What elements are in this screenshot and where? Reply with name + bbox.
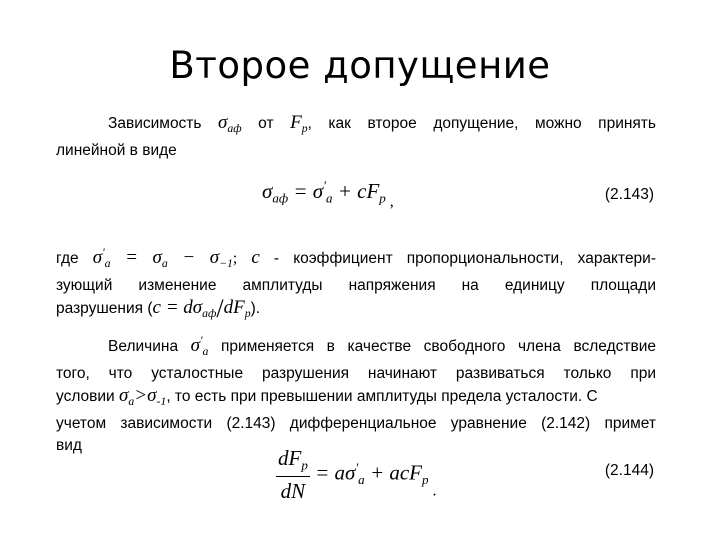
paragraph-3-line-4: учетом зависимости (2.143) дифференциальное уравнение (2.142) примет	[56, 415, 656, 433]
paragraph-3-line-1: Величина $\sigma'_a$ применяется в качестве свободного члена вследствие	[108, 334, 656, 359]
paragraph-1	[56, 112, 656, 162]
slide-title: Второе допущение	[169, 44, 551, 87]
paragraph-3-line-3: условии $\sigma_a>\sigma_{-1}$, то есть при превышении амплитуды предела усталости. С	[56, 385, 598, 409]
equation-2-144: $\frac{dF_p}{dN}$ = $a\sigma'_a + acF_p$ $_.$	[278, 446, 437, 503]
paragraph-1-line-2: линейной в виде	[56, 142, 177, 160]
c-definition-formula: $c = d\sigma_{аф}/dF_p$	[152, 294, 251, 324]
paragraph-2-line-2: зующий изменение амплитуды напряжения на единицу площади	[56, 277, 656, 295]
paragraph-2-line-3: разрушения $(c = d\sigma_{аф}/dF_p)$.	[56, 294, 261, 324]
sigma-af-formula: $\sigma_{аф}$	[218, 112, 242, 136]
paragraph-3	[56, 330, 656, 457]
paragraph-2-line-1: где $\sigma'_a = \sigma_a - \sigma_{-1}$; c - коэффициент пропорциональности, характери-	[56, 246, 656, 271]
paragraph-3-line-5: вид	[56, 437, 82, 455]
c-symbol: c	[251, 247, 260, 269]
condition-formula: $\sigma_a>\sigma_{-1}$	[119, 385, 167, 409]
paragraph-3-line-2: того, что усталостные разрушения начинают развиваться только при	[56, 365, 656, 383]
equation-2-144-number: (2.144)	[604, 462, 654, 479]
sigma-a-prime-formula: $\sigma'_a = \sigma_a - \sigma_{-1}$	[92, 246, 233, 271]
paragraph-2	[56, 242, 656, 325]
equation-2-143: $\sigma_{аф} = \sigma'_a + cF_p$ $_,$	[262, 178, 394, 210]
sigma-a-prime-symbol: $\sigma'_a$	[190, 334, 209, 359]
derivative-fraction: $\frac{dF_p}{dN}$	[278, 446, 308, 503]
fp-formula: $F_p$	[290, 112, 308, 136]
equation-2-143-number: (2.143)	[604, 186, 654, 203]
paragraph-1-line-1: Зависимость $\sigma_{аф}$ от $F_p$, как второе допущение, можно принять	[108, 112, 656, 136]
